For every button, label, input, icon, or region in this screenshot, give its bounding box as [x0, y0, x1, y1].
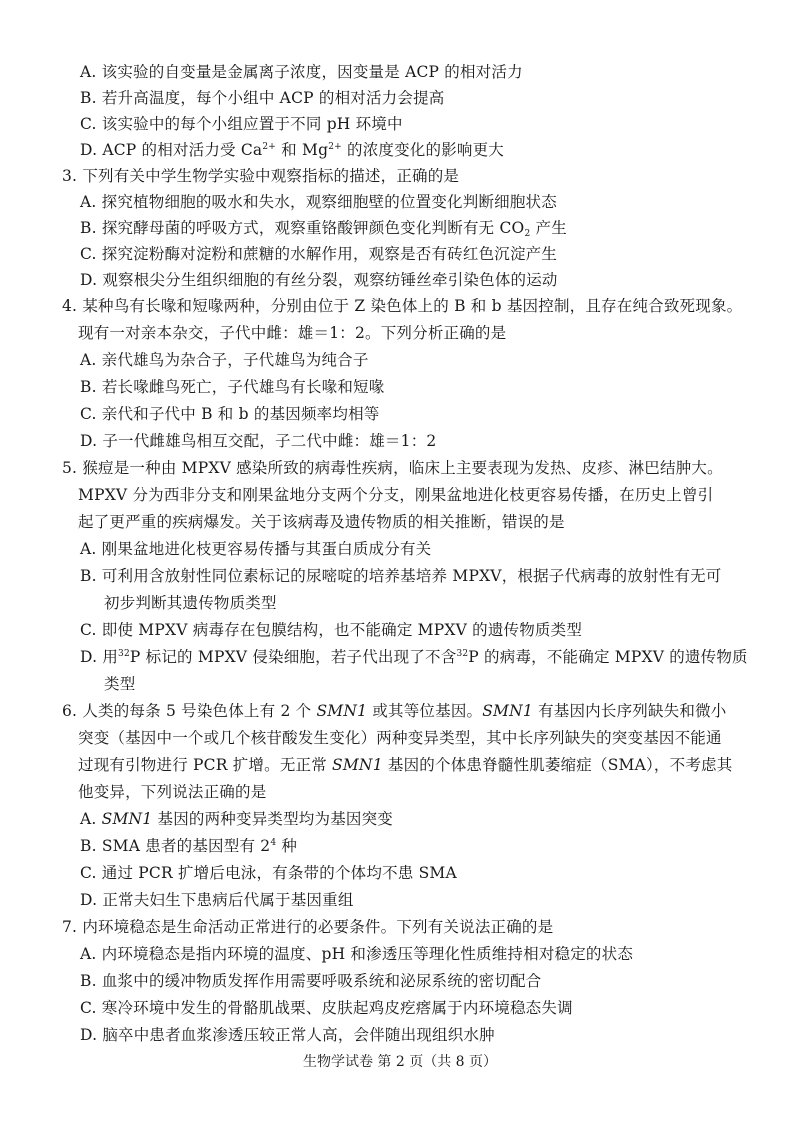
q5-option-a: A. 刚果盆地进化枝更容易传播与其蛋白质成分有关	[80, 540, 432, 558]
q5-stem-line3: 起了更严重的疾病爆发。关于该病毒及遗传物质的相关推断，错误的是	[78, 513, 565, 531]
q3-option-d: D. 观察根尖分生组织细胞的有丝分裂，观察纺锤丝牵引染色体的运动	[80, 271, 558, 289]
q7-option-b: B. 血浆中的缓冲物质发挥作用需要呼吸系统和泌尿系统的密切配合	[80, 972, 542, 990]
gene-name-smn1: SMN1	[101, 810, 153, 828]
gene-name-smn1: SMN1	[482, 702, 533, 720]
q2-option-b: B. 若升高温度，每个小组中 ACP 的相对活力会提高	[80, 89, 445, 107]
q5-option-c: C. 即使 MPXV 病毒存在包膜结构，也不能确定 MPXV 的遗传物质类型	[80, 621, 583, 639]
q2-option-a: A. 该实验的自变量是金属离子浓度，因变量是 ACP 的相对活力	[80, 63, 523, 81]
q5-option-d-line2: 类型	[104, 675, 136, 693]
q5-option-b-line2: 初步判断其遗传物质类型	[104, 594, 277, 612]
q4-stem-line1: 4. 某种鸟有长喙和短喙两种，分别由位于 Z 染色体上的 B 和 b 基因控制，且存在纯合致死现象。	[62, 297, 743, 315]
gene-name-smn1: SMN1	[332, 756, 383, 774]
q3-option-b: B. 探究酵母菌的呼吸方式，观察重铬酸钾颜色变化判断有无 $CO_2$ 产生	[80, 219, 567, 239]
q4-option-c: C. 亲代和子代中 B 和 b 的基因频率均相等	[80, 405, 380, 423]
q6-stem-line2: 突变（基因中一个或几个核苷酸发生变化）两种变异类型，其中长序列缺失的突变基因不能通	[78, 729, 722, 747]
q4-option-b: B. 若长喙雌鸟死亡，子代雄鸟有长喙和短喙	[80, 378, 385, 396]
q6-stem-line1: 6. 人类的每条 5 号染色体上有 2 个 SMN1 或其等位基因。SMN1 有基因内长序列缺失和微小	[62, 702, 727, 720]
q3-option-c: C. 探究淀粉酶对淀粉和蔗糖的水解作用，观察是否有砖红色沉淀产生	[80, 245, 558, 263]
q6-option-d: D. 正常夫妇生下患病后代属于基因重组	[80, 891, 354, 909]
q7-option-d: D. 脑卒中患者血浆渗透压较正常人高，会伴随出现组织水肿	[80, 1026, 495, 1044]
page-footer: 生物学试卷 第 2 页（共 8 页）	[302, 1054, 498, 1070]
q2-option-d: D. ACP 的相对活力受 $Ca^{2+}$ 和 $Mg^{2+}$ 的浓度变化的影响更大	[80, 141, 505, 159]
q5-option-d-line1: D. 用$^{32}$P 标记的 MPXV 侵染细胞，若子代出现了不含$^{32}$P 的病毒，不能确定 MPXV 的遗传物质	[80, 648, 748, 666]
q3-option-a: A. 探究植物细胞的吸水和失水，观察细胞壁的位置变化判断细胞状态	[80, 193, 557, 211]
q7-stem: 7. 内环境稳态是生命活动正常进行的必要条件。下列有关说法正确的是	[62, 918, 554, 936]
q5-option-b-line1: B. 可利用含放射性同位素标记的尿嘧啶的培养基培养 MPXV，根据子代病毒的放射性有无可	[80, 567, 722, 585]
q6-stem-line3: 过现有引物进行 PCR 扩增。无正常 SMN1 基因的个体患脊髓性肌萎缩症（SMA），不考虑其	[78, 756, 733, 774]
q5-stem-line2: MPXV 分为西非分支和刚果盆地分支两个分支，刚果盆地进化枝更容易传播，在历史上曾引	[78, 486, 714, 504]
q6-stem-line4: 他变异，下列说法正确的是	[78, 783, 267, 801]
q7-option-a: A. 内环境稳态是指内环境的温度、pH 和渗透压等理化性质维持相对稳定的状态	[80, 945, 634, 963]
q6-option-c: C. 通过 PCR 扩增后电泳，有条带的个体均不患 SMA	[80, 864, 457, 882]
q4-option-d: D. 子一代雌雄鸟相互交配，子二代中雌：雄＝1：2	[80, 432, 437, 450]
q4-stem-line2: 现有一对亲本杂交，子代中雌：雄＝1：2。下列分析正确的是	[78, 324, 507, 342]
q2-option-c: C. 该实验中的每个小组应置于不同 pH 环境中	[80, 115, 403, 133]
q6-option-a: A. SMN1 基因的两种变异类型均为基因突变	[80, 810, 394, 828]
q4-option-a: A. 亲代雄鸟为杂合子，子代雄鸟为纯合子	[80, 351, 369, 369]
gene-name-smn1: SMN1	[316, 702, 368, 720]
q3-stem: 3. 下列有关中学生物学实验中观察指标的描述，正确的是	[62, 167, 460, 185]
q6-option-b: B. SMA 患者的基因型有 $2^4$ 种	[80, 837, 298, 855]
q7-option-c: C. 寒冷环境中发生的骨骼肌战栗、皮肤起鸡皮疙瘩属于内环境稳态失调	[80, 999, 573, 1017]
q5-stem-line1: 5. 猴痘是一种由 MPXV 感染所致的病毒性疾病，临床上主要表现为发热、皮疹、淋巴结肿大。	[62, 459, 723, 477]
